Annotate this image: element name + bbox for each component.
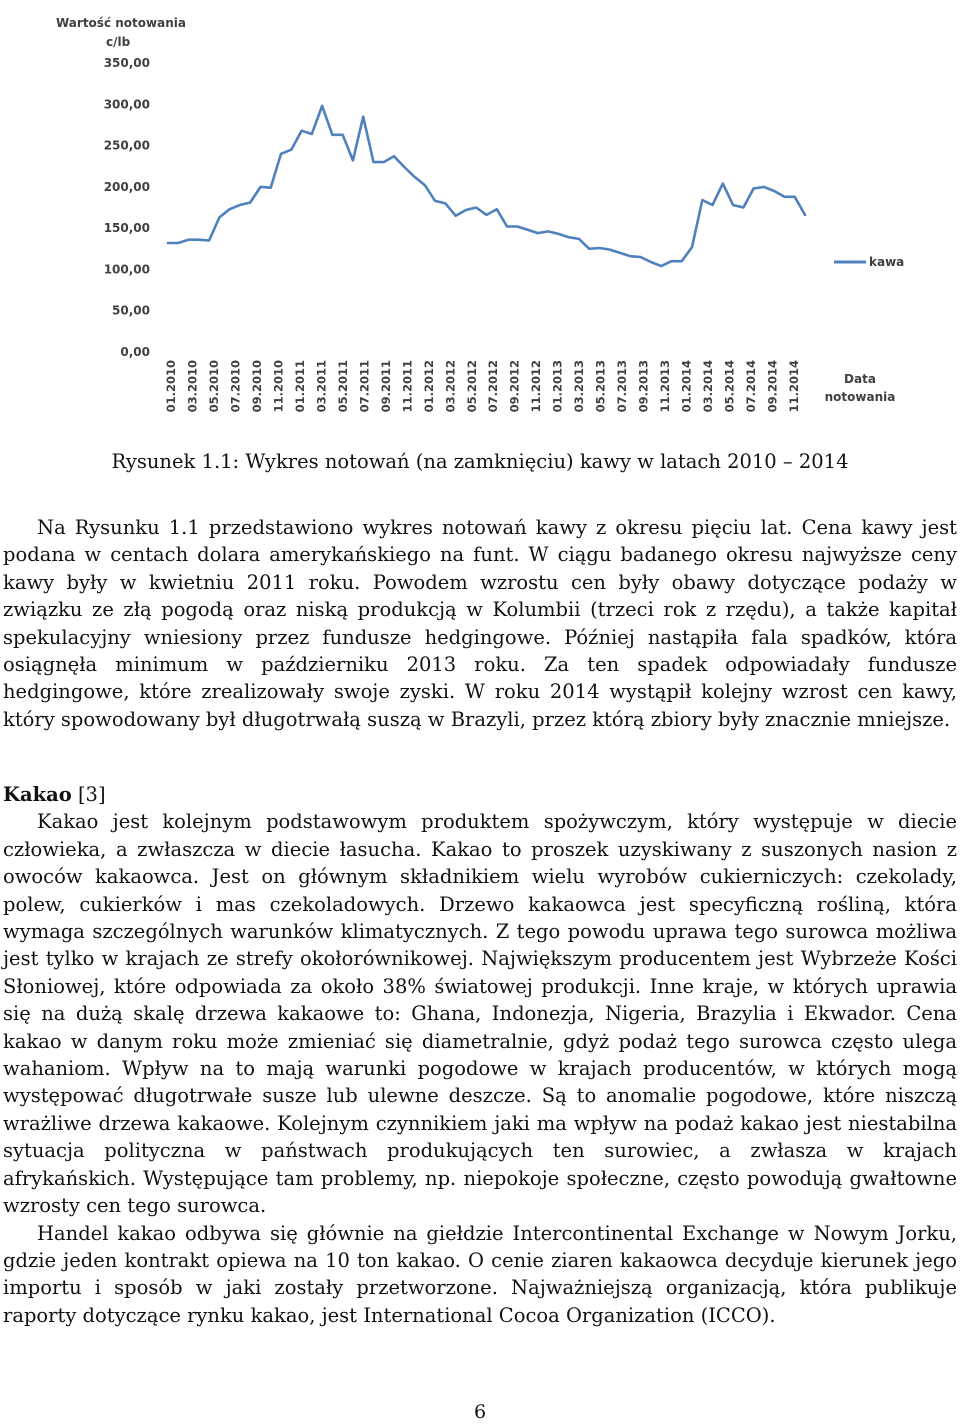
- x-tick-label: 11.2012: [529, 360, 544, 413]
- page-number: 6: [473, 1401, 487, 1423]
- x-tick-label: 03.2014: [701, 360, 716, 413]
- paragraph-cocoa-trade: Handel kakao odbywa się głównie na giełdzie Intercontinental Exchange w Nowym Jorku, gdzie jeden kontrakt opiewa na 10 ton kakao. O cenie ziaren kakaowca decyduje kierunek jego importu i sposób w jaki zostały przetworzone. Najważniejszą organizacją, która publikuje raporty dotyczące rynku kakao, jest International Cocoa Organization (ICCO).: [3, 1221, 957, 1327]
- y-tick-label: 250,00: [103, 138, 150, 153]
- paragraph-coffee: Na Rysunku 1.1 przedstawiono wykres notowań kawy z okresu pięciu lat. Cena kawy jest podana w centach dolara amerykańskiego na funt. W ciągu badanego okresu najwyższe ceny kawy były w kwietniu 2011 roku. Powodem wzrostu cen były obawy dotyczące podaży w związku ze złą pogodą oraz niską produkcją w Kolumbii (trzeci rok z rzędu), a także kapitał spekulacyjny wniesiony przez fundusze hedgingowe. Później nastąpiła fala spadków, która osiągnęła minimum w październiku 2013 roku. Za ten spadek odpowiadały fundusze hedgingowe, które zrealizowały swoje zyski. W roku 2014 wystąpił kolejny wzrost cen kawy, który spowodowany był długotrwałą suszą w Brazyli, przez którą zbiory były znacznie mniejsze.: [3, 516, 957, 731]
- body-text-coffee: [3, 514, 957, 733]
- x-tick-label: 03.2011: [314, 360, 329, 413]
- chart-title: Wartość notowania: [56, 16, 186, 30]
- y-tick-label: 100,00: [103, 262, 150, 277]
- y-tick-label: 300,00: [103, 97, 150, 112]
- y-tick-label: 200,00: [103, 179, 150, 194]
- x-tick-label: 01.2014: [679, 360, 694, 413]
- x-tick-label: 05.2013: [593, 360, 608, 413]
- x-tick-label: 07.2010: [228, 360, 243, 413]
- coffee-price-chart: [40, 8, 920, 418]
- section-citation: [3]: [77, 783, 106, 806]
- section-heading-line: [3, 781, 957, 808]
- x-tick-label: 09.2013: [636, 360, 651, 413]
- y-tick-label: 350,00: [103, 56, 150, 70]
- x-axis-label-line1: Data: [844, 372, 876, 386]
- x-tick-label: 11.2011: [400, 360, 415, 413]
- legend-label-kawa: kawa: [869, 255, 905, 269]
- y-tick-label: 50,00: [112, 303, 150, 318]
- x-tick-label: 09.2014: [765, 360, 780, 413]
- x-tick-label: 01.2010: [164, 360, 178, 413]
- x-tick-label: 07.2012: [486, 360, 501, 413]
- section-heading: Kakao: [3, 783, 72, 806]
- figure-caption: Rysunek 1.1: Wykres notowań (na zamknięciu) kawy w latach 2010 – 2014: [111, 450, 849, 473]
- x-tick-label: 05.2011: [335, 360, 350, 413]
- series-line-kawa: [168, 106, 805, 266]
- x-tick-label: 01.2011: [292, 360, 307, 413]
- x-tick-label: 03.2012: [443, 360, 458, 413]
- x-tick-label: 05.2010: [206, 360, 221, 413]
- x-tick-label: 09.2012: [507, 360, 522, 413]
- x-tick-label: 03.2013: [572, 360, 587, 413]
- x-tick-label: 11.2013: [658, 360, 673, 413]
- x-tick-label: 11.2014: [787, 360, 801, 413]
- x-tick-label: 01.2012: [421, 360, 436, 413]
- x-axis-label-line2: notowania: [824, 390, 896, 404]
- x-tick-label: 07.2014: [744, 360, 759, 413]
- x-tick-label: 07.2011: [357, 360, 372, 413]
- paragraph-cocoa: Kakao jest kolejnym podstawowym produktem spożywczym, który występuje w diecie człowieka, a zwłaszcza w diecie łasucha. Kakao to proszek uzyskiwany z suszonych nasion z owoców kakaowca. Jest on głównym składnikiem wielu wyrobów cukierniczych: czekolady, polew, cukierków i mas czekoladowych. Drzewo kakaowca jest specyficzną rośliną, która wymaga szczególnych warunków klimatycznych. Z tego powodu uprawa tego surowca możliwa jest tylko w krajach ze strefy okołorównikowej. Największym producentem jest Wybrzeże Kości Słoniowej, które odpowiada za około 38% światowej produkcji. Inne kraje, w których uprawia się na dużą skalę drzewa kakaowe to: Ghana, Indonezja, Nigeria, Brazylia i Ekwador. Cena kakao w danym roku może zmieniać się diametralnie, gdyż podaż tego surowca często ulega wahaniom. Wpływ na to mają warunki pogodowe w krajach producentów, w których mogą występować długotrwałe susze lub ulewne deszcze. Są to anomalie pogodowe, które niszczą wrażliwe drzewa kakaowe. Kolejnym czynnikiem jaki ma wpływ na podaż kakao jest niestabilna sytuacja polityczna w państwach produkujących ten surowiec, a zwłasza w krajach afrykańskich. Występujące tam problemy, np. niepokoje społeczne, często powodują gwałtowne wzrosty cen tego surowca.: [3, 810, 957, 1218]
- x-tick-label: 03.2010: [185, 360, 200, 413]
- x-tick-label: 09.2010: [249, 360, 264, 413]
- x-tick-label: 05.2014: [722, 360, 737, 413]
- x-tick-label: 01.2013: [550, 360, 565, 413]
- x-tick-label: 07.2013: [615, 360, 630, 413]
- x-tick-label: 05.2012: [464, 360, 479, 413]
- x-tick-label: 11.2010: [271, 360, 286, 413]
- x-tick-label: 09.2011: [378, 360, 393, 413]
- y-tick-label: 150,00: [103, 221, 150, 236]
- chart-svg: [40, 8, 920, 418]
- y-axis-label: c/lb: [106, 35, 131, 49]
- y-tick-label: 0,00: [120, 345, 150, 359]
- section-cocoa: [3, 781, 957, 1329]
